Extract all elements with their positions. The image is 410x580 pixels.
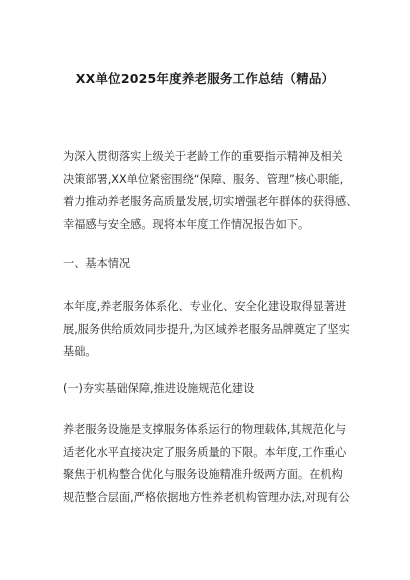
section1-paragraph [63, 296, 351, 364]
subsection1-line: 适老化水平直接决定了服务质量的下限。本年度,工作重心 [63, 445, 347, 459]
intro-line: 幸福感与安全感。现将本年度工作情况报告如下。 [63, 217, 310, 231]
intro-line: 为深入贯彻落实上级关于老龄工作的重要指示精神及相关 [63, 150, 343, 163]
section1-line: 展,服务供给质效同步提升,为区域养老服务品牌奠定了坚实 [63, 322, 350, 336]
section-heading-basic-situation: 一、基本情况 [63, 257, 131, 270]
intro-line: 决策部署,XX单位紧密围绕“保障、服务、管理”核心职能, [63, 172, 344, 186]
intro-paragraph [63, 146, 358, 236]
section1-line: 本年度,养老服务体系化、专业化、安全化建设取得显著进 [63, 300, 347, 313]
document-title: XX单位2025年度养老服务工作总结（精品） [75, 71, 335, 86]
subsection1-line: 规范整合层面,严格依据地方性养老机构管理办法,对现有公 [63, 490, 350, 504]
subsection-heading-infrastructure: (一)夯实基础保障,推进设施规范化建设 [63, 382, 255, 395]
section1-line: 基础。 [63, 345, 97, 359]
subsection1-line: 聚焦于机构整合优化与服务设施精准升级两方面。在机构 [63, 468, 343, 482]
intro-line: 着力推动养老服务高质量发展,切实增强老年群体的获得感、 [63, 195, 358, 209]
subsection1-line: 养老服务设施是支撑服务体系运行的物理载体,其规范化与 [63, 423, 347, 436]
subsection1-paragraph [63, 419, 351, 509]
